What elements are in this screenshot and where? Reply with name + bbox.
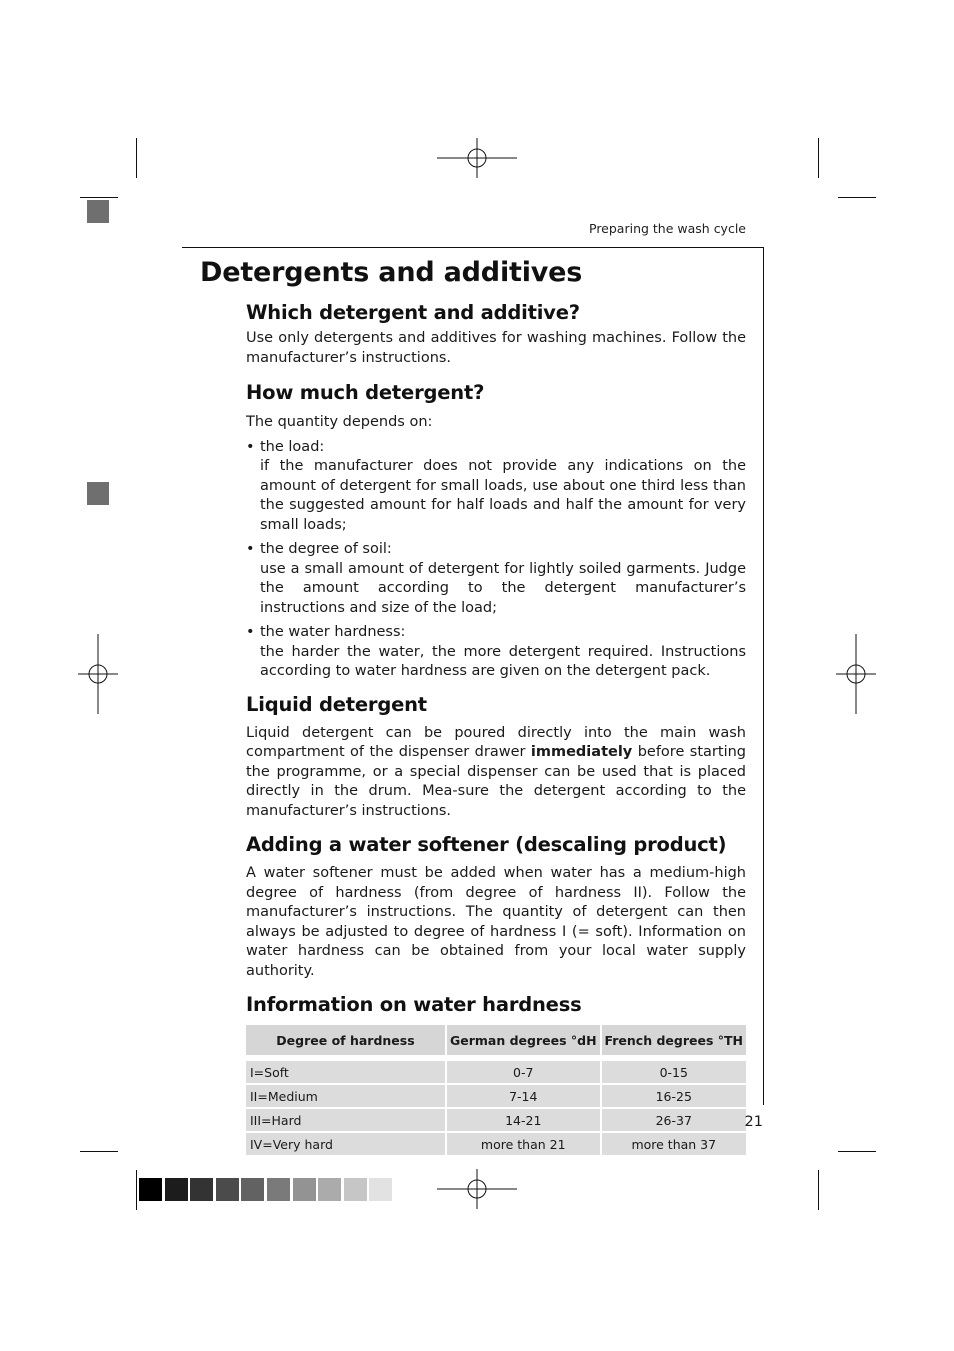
list-item-text: if the manufacturer does not provide any indications on the amount of detergent for small loads, use about one third less than the suggested amount for half loads and half the amount for very small loads; xyxy=(260,458,746,533)
crop-mark xyxy=(818,138,819,178)
bullet-dot: • xyxy=(246,624,255,640)
text-run: before starting the programme, or a special dispenser can be used that is placed directly in the drum. Mea-sure the detergent according to the manufacturer’s instructions. xyxy=(246,744,746,819)
section-heading-which-detergent: Which detergent and additive? xyxy=(246,301,580,324)
crop-mark xyxy=(818,1170,819,1210)
paragraph-quantity-intro: The quantity depends on: xyxy=(246,414,433,430)
table-cell: 14-21 xyxy=(447,1109,600,1131)
table-cell: I=Soft xyxy=(246,1061,445,1083)
color-swatch xyxy=(190,1178,213,1201)
color-swatch xyxy=(369,1178,392,1201)
table-cell: III=Hard xyxy=(246,1109,445,1131)
crop-mark xyxy=(80,1151,118,1152)
paragraph-water-softener: A water softener must be added when water has a medium-high degree of hardness (from degree of hardness II). Follow the manufacturer’s instructions. The quantity of detergent can then always be adjusted to degree of hardness I (= soft). Information on water hardness can be obtained from your local water supply authority. xyxy=(246,865,746,979)
emphasis-text: immediately xyxy=(530,744,633,760)
table-spacer xyxy=(246,1057,746,1059)
margin-marker-square xyxy=(87,200,109,223)
margin-marker-square xyxy=(87,482,109,505)
color-swatch xyxy=(216,1178,239,1201)
color-swatch xyxy=(267,1178,290,1201)
table-row xyxy=(246,1085,746,1107)
list-item xyxy=(246,540,746,618)
paragraph-liquid-detergent xyxy=(246,724,746,822)
main-content xyxy=(246,300,746,1157)
text-run: Liquid detergent can be poured directly into the main wash compartment of the dispenser drawer xyxy=(246,724,746,760)
table-header-row xyxy=(246,1025,746,1055)
table-cell: more than 37 xyxy=(602,1133,746,1155)
table-row xyxy=(246,1061,746,1083)
section-heading-water-hardness: Information on water hardness xyxy=(246,993,582,1016)
crop-mark xyxy=(136,138,137,178)
crop-mark xyxy=(838,197,876,198)
list-item xyxy=(246,438,746,536)
paragraph-which-detergent: Use only detergents and additives for washing machines. Follow the manufacturer’s instructions. xyxy=(246,330,746,366)
crop-mark xyxy=(136,1170,137,1210)
running-header: Preparing the wash cycle xyxy=(589,221,746,236)
list-item-label: the load: xyxy=(260,438,325,455)
column-header: German degrees °dH xyxy=(447,1025,600,1055)
column-header: Degree of hardness xyxy=(246,1025,445,1055)
color-swatch xyxy=(344,1178,367,1201)
list-item-text: the harder the water, the more detergent required. Instructions according to water hardness are given on the detergent pack. xyxy=(260,643,746,679)
table-cell: 16-25 xyxy=(602,1085,746,1107)
color-swatch xyxy=(293,1178,316,1201)
column-header: French degrees °TH xyxy=(602,1025,746,1055)
section-heading-liquid-detergent: Liquid detergent xyxy=(246,692,427,716)
page-title: Detergents and additives xyxy=(200,257,583,288)
page-number: 21 xyxy=(744,1114,763,1130)
crop-mark xyxy=(80,197,118,198)
water-hardness-table xyxy=(244,1023,748,1157)
list-item-text: use a small amount of detergent for lightly soiled garments. Judge the amount according to the detergent manufacturer’s instructions and size of the load; xyxy=(260,560,746,616)
table-row xyxy=(246,1109,746,1131)
table-cell: 7-14 xyxy=(447,1085,600,1107)
section-heading-water-softener: Adding a water softener (descaling product) xyxy=(246,833,727,856)
color-swatch xyxy=(165,1178,188,1201)
table-row xyxy=(246,1133,746,1155)
list-item xyxy=(246,623,746,682)
header-rule xyxy=(182,247,764,248)
bullet-dot: • xyxy=(246,541,255,557)
color-swatch xyxy=(318,1178,341,1201)
color-swatch xyxy=(241,1178,264,1201)
table-cell: 26-37 xyxy=(602,1109,746,1131)
page-frame-rule xyxy=(763,247,764,1105)
bullet-dot: • xyxy=(246,438,255,455)
table-cell: II=Medium xyxy=(246,1085,445,1107)
list-item-label: the water hardness: xyxy=(260,624,406,640)
table-cell: more than 21 xyxy=(447,1133,600,1155)
table-cell: IV=Very hard xyxy=(246,1133,445,1155)
table-cell: 0-15 xyxy=(602,1061,746,1083)
table-cell: 0-7 xyxy=(447,1061,600,1083)
section-heading-how-much: How much detergent? xyxy=(246,381,485,404)
list-item-label: the degree of soil: xyxy=(260,541,392,557)
color-swatch xyxy=(139,1178,162,1201)
crop-mark xyxy=(838,1151,876,1152)
